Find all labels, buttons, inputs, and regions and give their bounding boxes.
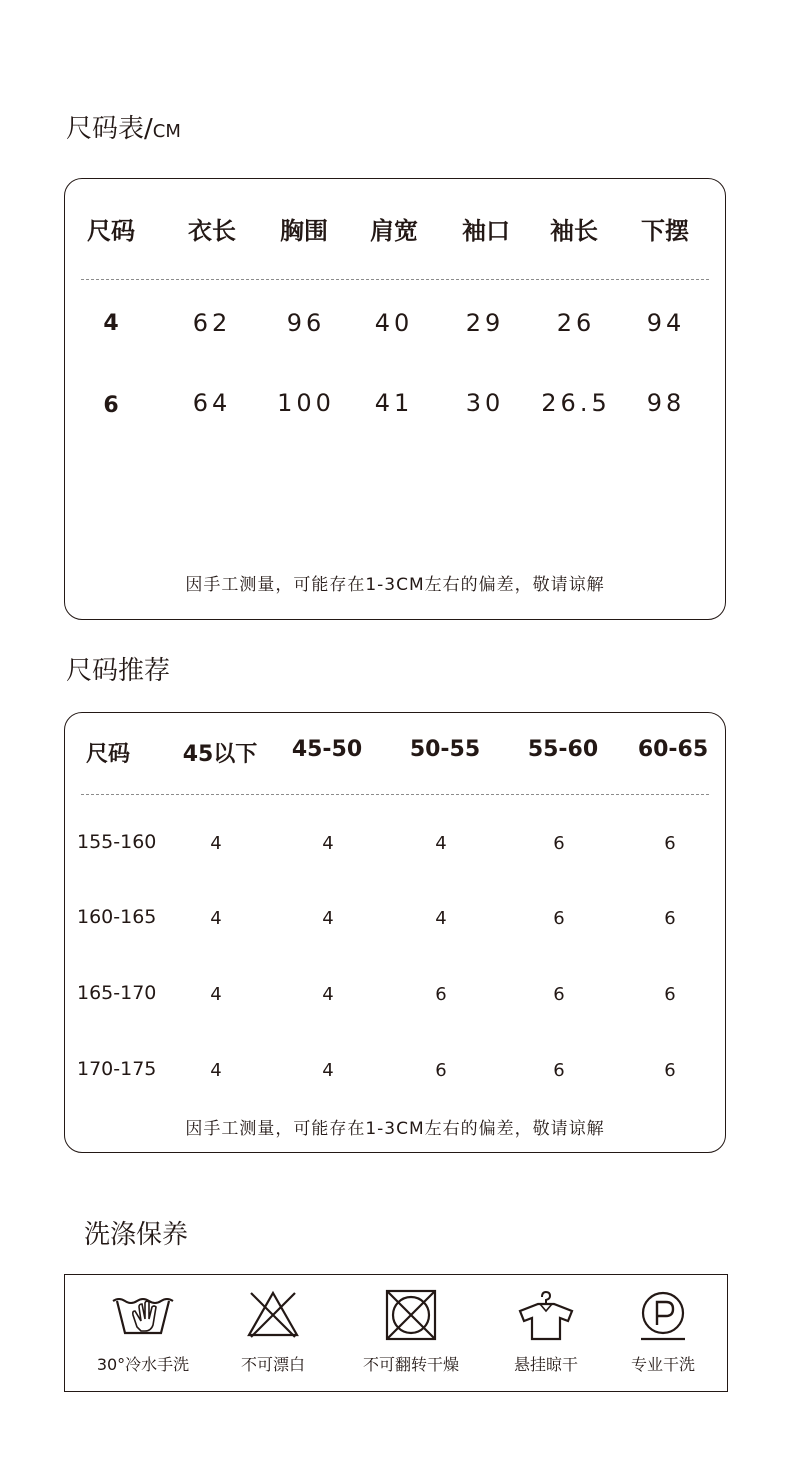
size-chart-header-cuff: 袖口 (462, 217, 510, 245)
size-chart-row-size: 4 (103, 311, 119, 336)
care-box (64, 1274, 728, 1392)
recommend-row-height: 165-170 (77, 982, 157, 1004)
size-chart-header-length: 衣长 (188, 217, 236, 245)
size-chart-header-hem: 下摆 (641, 217, 689, 245)
no-tumble-dry-icon (383, 1289, 439, 1341)
care-item (481, 1275, 611, 1391)
size-chart-row-size: 6 (103, 393, 119, 418)
size-chart-cell: 26.5 (541, 389, 611, 417)
size-chart-title (66, 108, 181, 145)
size-chart-cell: 40 (374, 309, 414, 337)
recommend-cell: 6 (553, 1060, 565, 1081)
recommend-row-height: 155-160 (77, 831, 157, 853)
size-chart-cell: 41 (374, 389, 414, 417)
recommend-cell: 4 (435, 833, 447, 854)
size-chart-cell: 96 (286, 309, 326, 337)
care-item (78, 1275, 208, 1391)
recommend-cell: 4 (322, 833, 334, 854)
size-chart-card (64, 178, 726, 620)
recommend-cell: 6 (664, 1060, 676, 1081)
recommend-cell: 4 (322, 984, 334, 1005)
size-chart-title-text: 尺码表/ (66, 114, 153, 144)
recommend-cell: 4 (210, 833, 222, 854)
care-label: 不可漂白 (240, 1355, 305, 1374)
no-bleach-icon (245, 1289, 301, 1341)
size-chart-cell: 29 (465, 309, 505, 337)
size-chart-header-sleeve: 袖长 (550, 217, 598, 245)
hand-wash-icon (111, 1289, 175, 1341)
recommend-card (64, 712, 726, 1153)
care-item (208, 1275, 338, 1391)
care-label: 不可翻转干燥 (362, 1355, 459, 1374)
recommend-cell: 4 (435, 908, 447, 929)
recommend-cell: 6 (553, 984, 565, 1005)
recommend-cell: 6 (553, 908, 565, 929)
recommend-cell: 6 (553, 833, 565, 854)
recommend-note: 因手工测量，可能存在1-3CM左右的偏差，敬请谅解 (185, 1119, 605, 1139)
recommend-header-weight: 45-50 (291, 737, 363, 762)
size-chart-cell: 64 (192, 389, 232, 417)
recommend-header-size: 尺码 (85, 742, 131, 767)
size-chart-header-size: 尺码 (87, 217, 135, 245)
recommend-cell: 4 (210, 908, 222, 929)
size-chart-unit: CM (152, 121, 181, 142)
size-chart-cell: 26 (556, 309, 596, 337)
recommend-cell: 6 (664, 984, 676, 1005)
care-label: 30°冷水手洗 (96, 1355, 190, 1374)
recommend-row-height: 170-175 (77, 1058, 157, 1080)
care-label: 专业干洗 (630, 1355, 695, 1374)
size-chart-cell: 98 (646, 389, 686, 417)
recommend-header-weight: 60-65 (637, 737, 709, 762)
care-item (598, 1275, 728, 1391)
care-label: 悬挂晾干 (513, 1355, 578, 1374)
size-chart-note: 因手工测量，可能存在1-3CM左右的偏差，敬请谅解 (185, 575, 605, 595)
recommend-row-height: 160-165 (77, 906, 157, 928)
size-chart-header-shoulder: 肩宽 (370, 217, 418, 245)
recommend-header-weight: 45以下 (182, 742, 258, 767)
recommend-title: 尺码推荐 (66, 656, 171, 686)
recommend-cell: 6 (664, 833, 676, 854)
size-chart-cell: 62 (192, 309, 232, 337)
size-chart-divider (81, 279, 709, 280)
professional-dry-clean-icon (635, 1289, 691, 1343)
recommend-cell: 4 (210, 1060, 222, 1081)
size-chart-cell: 30 (465, 389, 505, 417)
recommend-header-weight: 50-55 (409, 737, 481, 762)
care-title: 洗涤保养 (84, 1220, 189, 1250)
recommend-divider (81, 794, 709, 795)
size-chart-cell: 100 (277, 389, 335, 417)
recommend-cell: 4 (322, 908, 334, 929)
recommend-header-weight: 55-60 (527, 737, 599, 762)
recommend-cell: 6 (435, 984, 447, 1005)
recommend-cell: 6 (664, 908, 676, 929)
recommend-cell: 4 (322, 1060, 334, 1081)
recommend-cell: 6 (435, 1060, 447, 1081)
size-chart-cell: 94 (646, 309, 686, 337)
recommend-cell: 4 (210, 984, 222, 1005)
care-item (346, 1275, 476, 1391)
size-chart-header-chest: 胸围 (280, 217, 328, 245)
hang-dry-icon (516, 1289, 576, 1343)
